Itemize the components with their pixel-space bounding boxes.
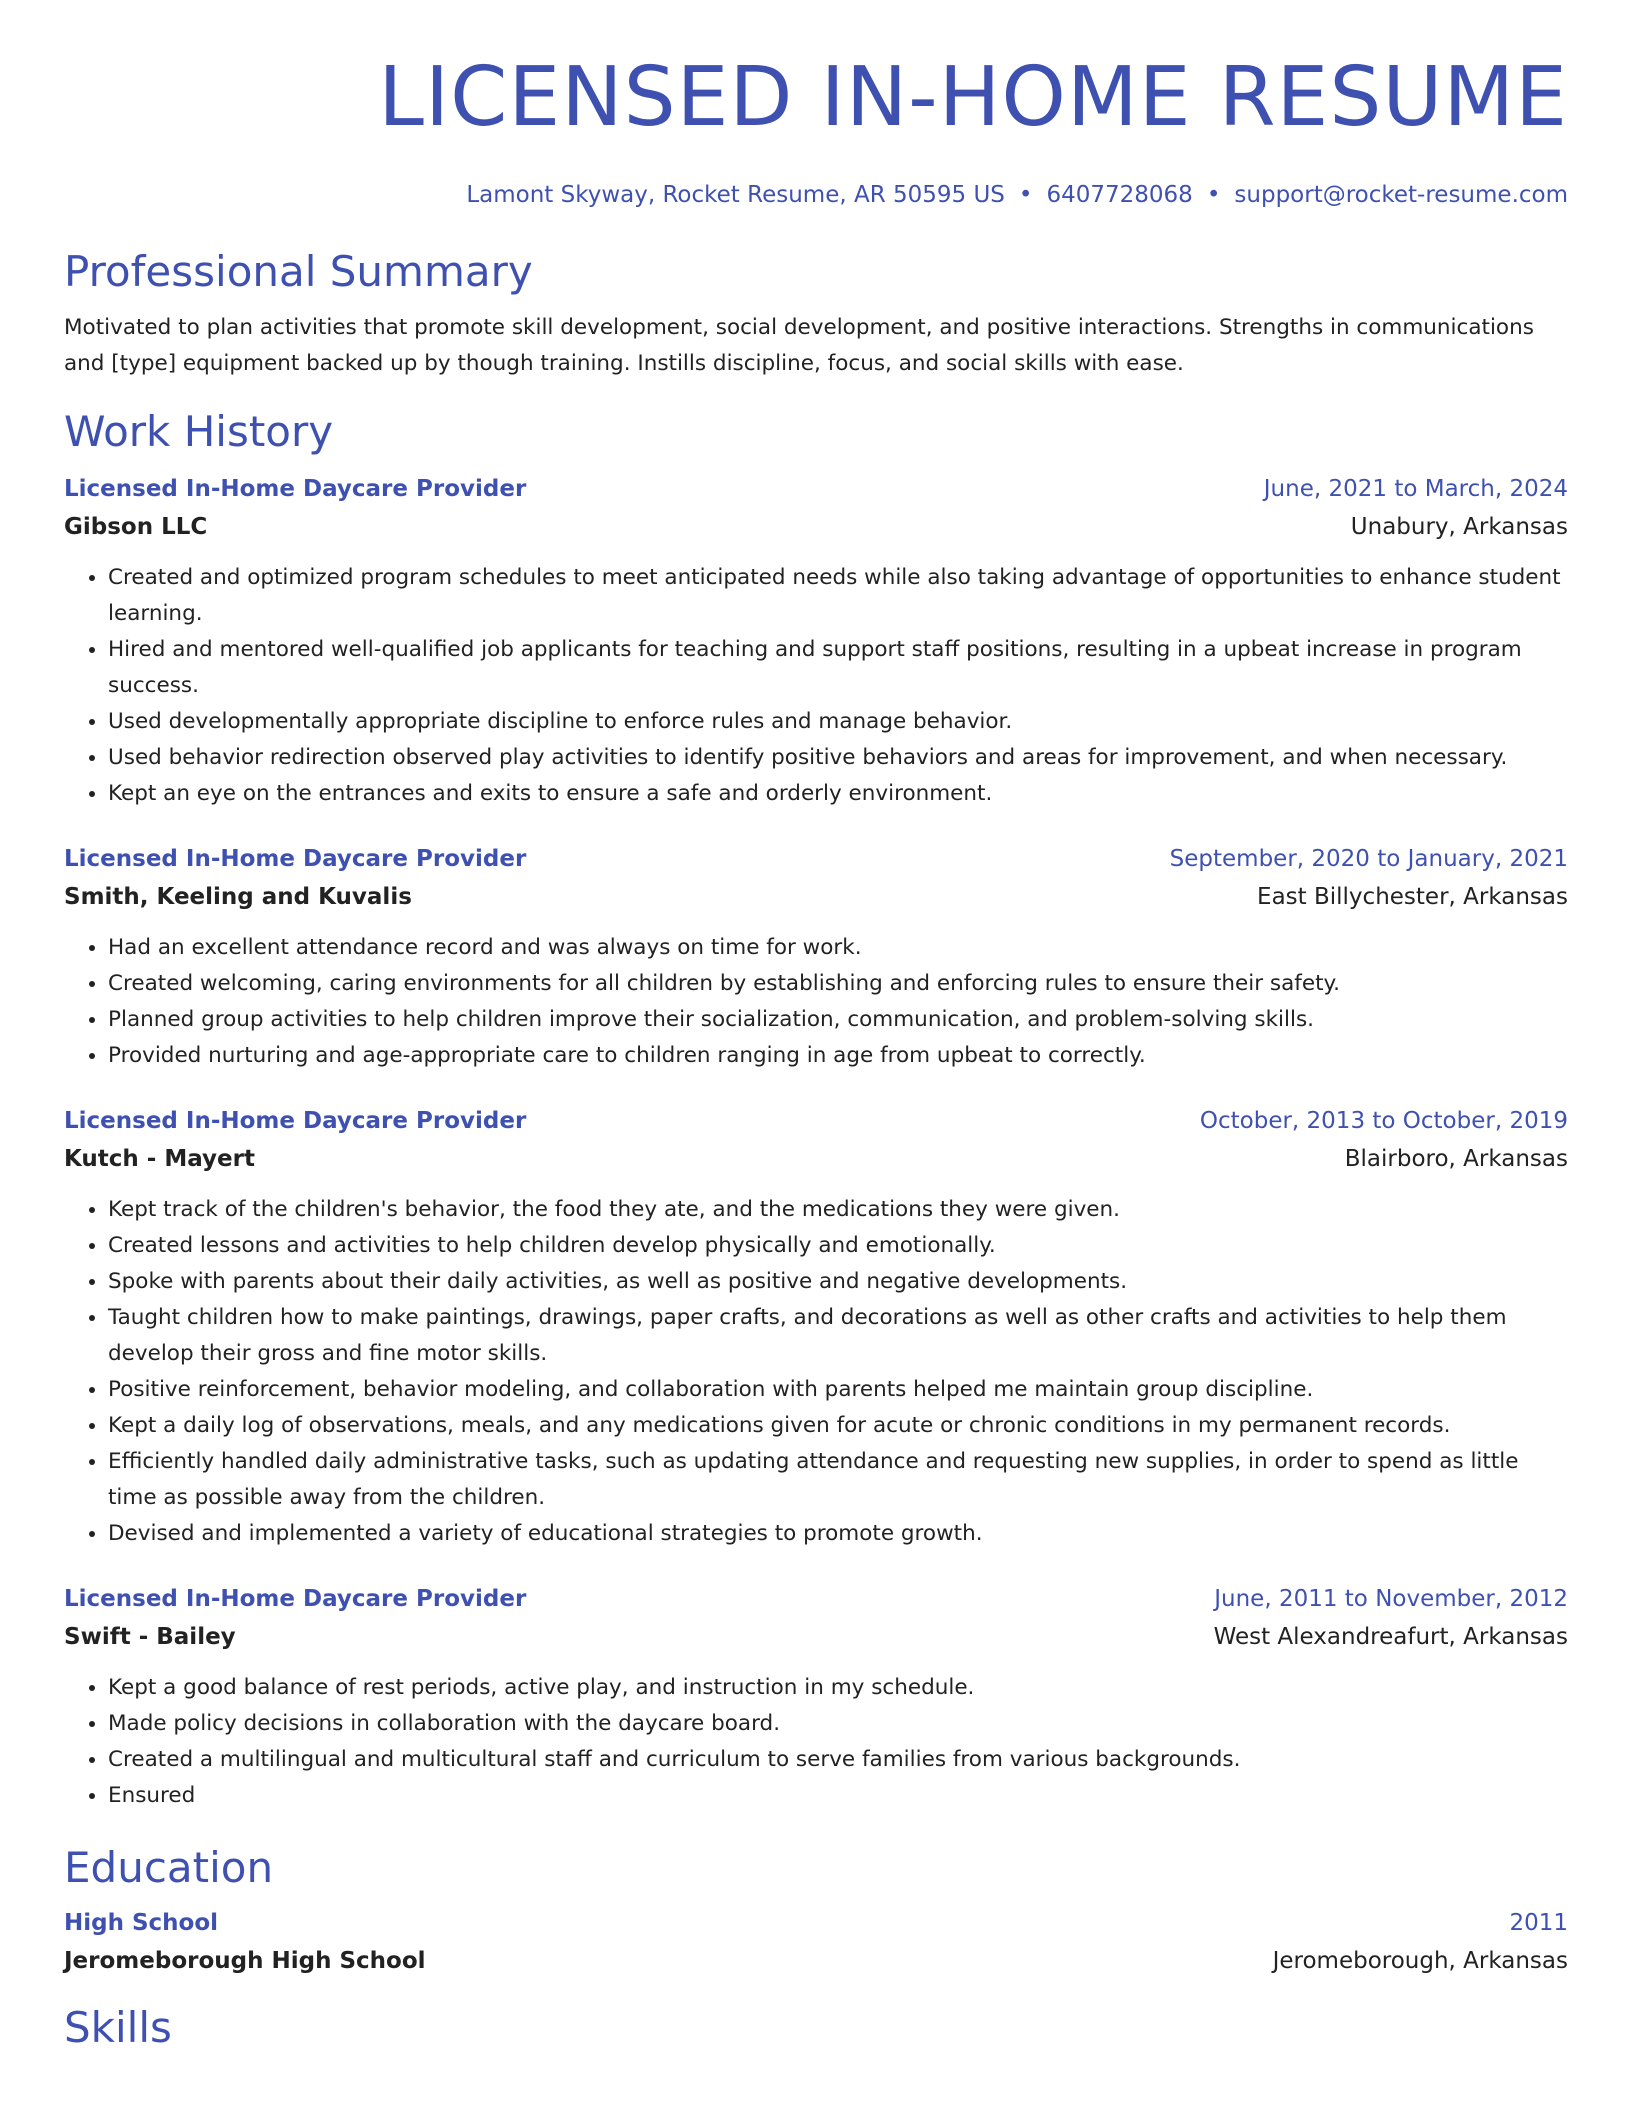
job-entry — [64, 840, 1568, 1074]
job-bullet: • Created a multilingual and multicultural staff and curriculum to serve families from various backgrounds. — [108, 1742, 1568, 1778]
education-location: Jeromeborough, Arkansas — [1272, 1948, 1568, 1974]
contact-line — [64, 180, 1568, 210]
job-bullet: • Devised and implemented a variety of educational strategies to promote growth. — [108, 1516, 1568, 1552]
job-location: Blairboro, Arkansas — [1344, 1146, 1568, 1172]
job-role: Licensed In-Home Daycare Provider — [64, 1108, 527, 1134]
contact-address: Lamont Skyway, Rocket Resume, AR 50595 US — [466, 182, 1005, 208]
job-entry — [64, 1580, 1568, 1814]
job-bullets — [64, 1192, 1568, 1552]
job-bullet: • Kept an eye on the entrances and exits to ensure a safe and orderly environment. — [108, 776, 1568, 812]
job-dates: September, 2020 to January, 2021 — [1169, 846, 1568, 872]
job-bullet: • Efficiently handled daily administrative tasks, such as updating attendance and requesting new supplies, in order to spend as little time as possible away from the children. — [108, 1444, 1568, 1516]
job-bullet: • Used developmentally appropriate discipline to enforce rules and manage behavior. — [108, 704, 1568, 740]
resume-name: LICENSED IN-HOME RESUME — [378, 50, 1568, 145]
job-bullet: • Kept a good balance of rest periods, active play, and instruction in my schedule. — [108, 1670, 1568, 1706]
job-bullet: • Created lessons and activities to help children develop physically and emotionally. — [108, 1228, 1568, 1264]
job-dates: June, 2021 to March, 2024 — [1263, 476, 1568, 502]
job-bullet: • Made policy decisions in collaboration with the daycare board. — [108, 1706, 1568, 1742]
education-title: Education — [64, 1843, 274, 1892]
job-role: Licensed In-Home Daycare Provider — [64, 846, 527, 872]
job-bullets — [64, 930, 1568, 1074]
summary-title: Professional Summary — [64, 247, 533, 296]
job-bullet: • Had an excellent attendance record and was always on time for work. — [108, 930, 1568, 966]
job-company: Kutch - Mayert — [64, 1146, 255, 1172]
job-entry — [64, 470, 1568, 812]
job-dates: June, 2011 to November, 2012 — [1214, 1586, 1568, 1612]
job-bullet: • Created and optimized program schedules to meet anticipated needs while also taking advantage of opportunities to enhance student learning. — [108, 560, 1568, 632]
job-bullet: • Created welcoming, caring environments for all children by establishing and enforcing rules to ensure their safety. — [108, 966, 1568, 1002]
contact-phone: 6407728068 — [1046, 182, 1193, 208]
job-company: Smith, Keeling and Kuvalis — [64, 884, 412, 910]
education-school: Jeromeborough High School — [64, 1948, 426, 1974]
job-bullet: • Used behavior redirection observed play activities to identify positive behaviors and areas for improvement, and when necessary. — [108, 740, 1568, 776]
education-degree: High School — [64, 1910, 219, 1936]
job-bullet: • Kept track of the children's behavior, the food they ate, and the medications they were given. — [108, 1192, 1568, 1228]
job-role: Licensed In-Home Daycare Provider — [64, 476, 527, 502]
job-company: Swift - Bailey — [64, 1624, 236, 1650]
work-history-title: Work History — [64, 407, 334, 456]
job-location: West Alexandreafurt, Arkansas — [1213, 1624, 1568, 1650]
job-bullets — [64, 560, 1568, 812]
contact-email: support@rocket-resume.com — [1234, 182, 1568, 208]
contact-separator: • — [1206, 182, 1221, 208]
job-bullet: • Planned group activities to help children improve their socialization, communication, and problem-solving skills. — [108, 1002, 1568, 1038]
job-bullet: • Taught children how to make paintings, drawings, paper crafts, and decorations as well as other crafts and activities to help them develop their gross and fine motor skills. — [108, 1300, 1568, 1372]
job-bullets — [64, 1670, 1568, 1814]
education-entry — [64, 1904, 1568, 1980]
skills-title: Skills — [64, 2003, 172, 2052]
job-bullet: • Hired and mentored well-qualified job applicants for teaching and support staff positions, resulting in a upbeat increase in program success. — [108, 632, 1568, 704]
job-bullet: • Spoke with parents about their daily activities, as well as positive and negative developments. — [108, 1264, 1568, 1300]
job-bullet: • Positive reinforcement, behavior modeling, and collaboration with parents helped me maintain group discipline. — [108, 1372, 1568, 1408]
education-year: 2011 — [1509, 1910, 1568, 1936]
job-bullet: • Kept a daily log of observations, meals, and any medications given for acute or chronic conditions in my permanent records. — [108, 1408, 1568, 1444]
contact-separator: • — [1018, 182, 1033, 208]
job-company: Gibson LLC — [64, 514, 208, 540]
job-bullet: • Ensured — [108, 1778, 1568, 1814]
job-entry — [64, 1102, 1568, 1552]
job-bullet: • Provided nurturing and age-appropriate care to children ranging in age from upbeat to correctly. — [108, 1038, 1568, 1074]
job-location: Unabury, Arkansas — [1350, 514, 1568, 540]
summary-text: Motivated to plan activities that promote skill development, social development, and positive interactions. Strengths in communications and [type] equipment backed up by though training. Instills discipline, focus, and social skills with ease. — [64, 315, 1534, 376]
job-dates: October, 2013 to October, 2019 — [1199, 1108, 1568, 1134]
job-location: East Billychester, Arkansas — [1257, 884, 1568, 910]
resume-header — [64, 0, 1568, 210]
job-role: Licensed In-Home Daycare Provider — [64, 1586, 527, 1612]
